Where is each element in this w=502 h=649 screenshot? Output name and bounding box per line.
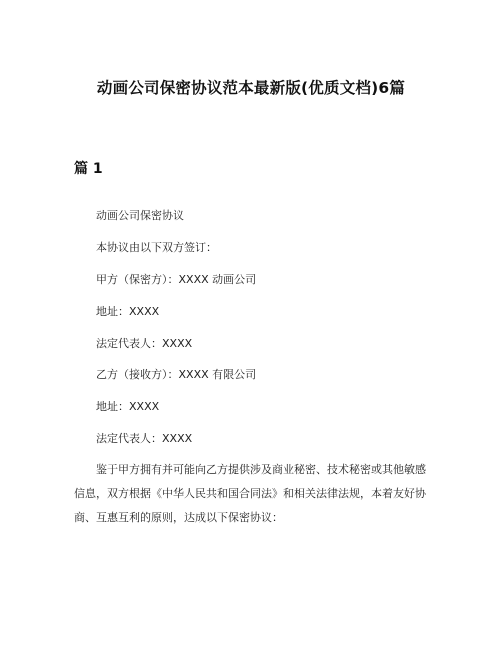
paragraph-agreement-name: 动画公司保密协议 [96,209,184,222]
paragraph-party-a-address: 地址：XXXX [96,305,160,318]
paragraph-party-b-representative: 法定代表人：XXXX [96,432,193,445]
paragraph-party-a-representative: 法定代表人：XXXX [96,337,193,350]
paragraph-signing-intro: 本协议由以下双方签订： [96,241,217,254]
document-title: 动画公司保密协议范本最新版(优质文档)6篇 [96,79,406,97]
paragraph-party-b-address: 地址：XXXX [96,400,160,413]
section-heading: 篇 1 [74,161,103,177]
paragraph-party-a: 甲方（保密方）：XXXX 动画公司 [96,273,257,286]
paragraph-preamble: 鉴于甲方拥有并可能向乙方提供涉及商业秘密、技术秘密或其他敏感信息，双方根据《中华人民共和国合同法》和相关法律法规，本着友好协商、互惠互利的原则，达成以下保密协议： [74,463,426,524]
paragraph-party-b: 乙方（接收方）：XXXX 有限公司 [96,368,257,381]
